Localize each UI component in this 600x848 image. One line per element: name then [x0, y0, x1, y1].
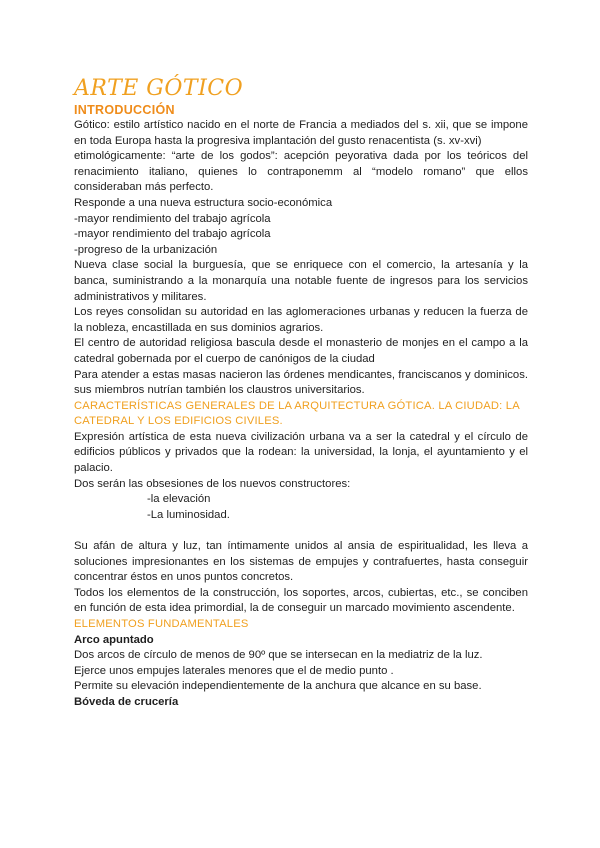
caracteristicas-heading: CARACTERÍSTICAS GENERALES DE LA ARQUITECTURA GÓTICA. LA CIUDAD: LA CATEDRAL Y LOS EDIFICIOS CIVILES.	[74, 399, 520, 428]
intro-paragraph: El centro de autoridad religiosa bascula desde el monasterio de monjes en el campo a la catedral gobernada por el cuerpo de canónigos de la ciudad	[74, 337, 528, 365]
intro-paragraph: Los reyes consolidan su autoridad en las aglomeraciones urbanas y reducen la fuerza de la nobleza, encastillada en sus dominios agrarios.	[74, 306, 528, 334]
intro-heading: INTRODUCCIÓN	[74, 103, 175, 117]
intro-list-item: -progreso de la urbanización	[74, 243, 218, 256]
intro-paragraph: Gótico: estilo artístico nacido en el norte de Francia a mediados del s. xii, que se impone en toda Europa hasta la progresiva implantación del gusto renacentista (s. xv-xvi)	[74, 119, 528, 147]
intro-paragraph: Nueva clase social la burguesía, que se enriquece con el comercio, la artesanía y la banca, suministrando a la monarquía una notable fuente de ingresos para los servicios administrativos y militares.	[74, 259, 528, 303]
document-title: ARTE GÓTICO	[74, 76, 244, 101]
obsession-item: -La luminosidad.	[147, 508, 230, 521]
caracteristicas-paragraph: Dos serán las obsesiones de los nuevos constructores:	[74, 477, 351, 490]
intro-list-item: -mayor rendimiento del trabajo agrícola	[74, 228, 271, 241]
intro-list-item: -mayor rendimiento del trabajo agrícola	[74, 212, 271, 225]
boveda-subheading: Bóveda de crucería	[74, 695, 179, 708]
elementos-heading: ELEMENTOS FUNDAMENTALES	[74, 618, 249, 630]
intro-paragraph: etimológicamente: “arte de los godos”: acepción peyorativa dada por los teóricos del renacimiento italiano, quienes lo contraponemm al “modelo romano” que ellos consideraban más perfecto.	[74, 150, 528, 194]
arco-paragraph: Dos arcos de círculo de menos de 90º que se intersecan en la mediatriz de la luz.	[74, 649, 483, 662]
arco-paragraph: Permite su elevación independientemente de la anchura que alcance en su base.	[74, 680, 482, 693]
document-page	[74, 76, 528, 711]
intro-paragraph: Para atender a estas masas nacieron las órdenes mendicantes, franciscanos y dominicos. sus miembros nutrían también los claustros universitarios.	[74, 368, 528, 397]
arco-apuntado-subheading: Arco apuntado	[74, 633, 154, 646]
arco-paragraph: Ejerce unos empujes laterales menores que el de medio punto .	[74, 664, 394, 677]
obsession-item: -la elevación	[147, 493, 211, 506]
intro-paragraph: Responde a una nueva estructura socio-económica	[74, 196, 333, 209]
spacer	[74, 523, 528, 539]
caracteristicas-paragraph: Todos los elementos de la construcción, los soportes, arcos, cubiertas, etc., se conciben en función de esta idea primordial, la de conseguir un marcado movimiento ascendente.	[74, 586, 528, 615]
caracteristicas-paragraph: Su afán de altura y luz, tan íntimamente unidos al ansia de espiritualidad, les lleva a soluciones impresionantes en los sistemas de empujes y contrafuertes, hasta conseguir concentrar éstos en unos puntos concretos.	[74, 540, 528, 584]
caracteristicas-paragraph: Expresión artística de esta nueva civilización urbana va a ser la catedral y el círculo de edificios públicos y privados que la rodean: la universidad, la lonja, el ayuntamiento y el palacio.	[74, 430, 528, 475]
